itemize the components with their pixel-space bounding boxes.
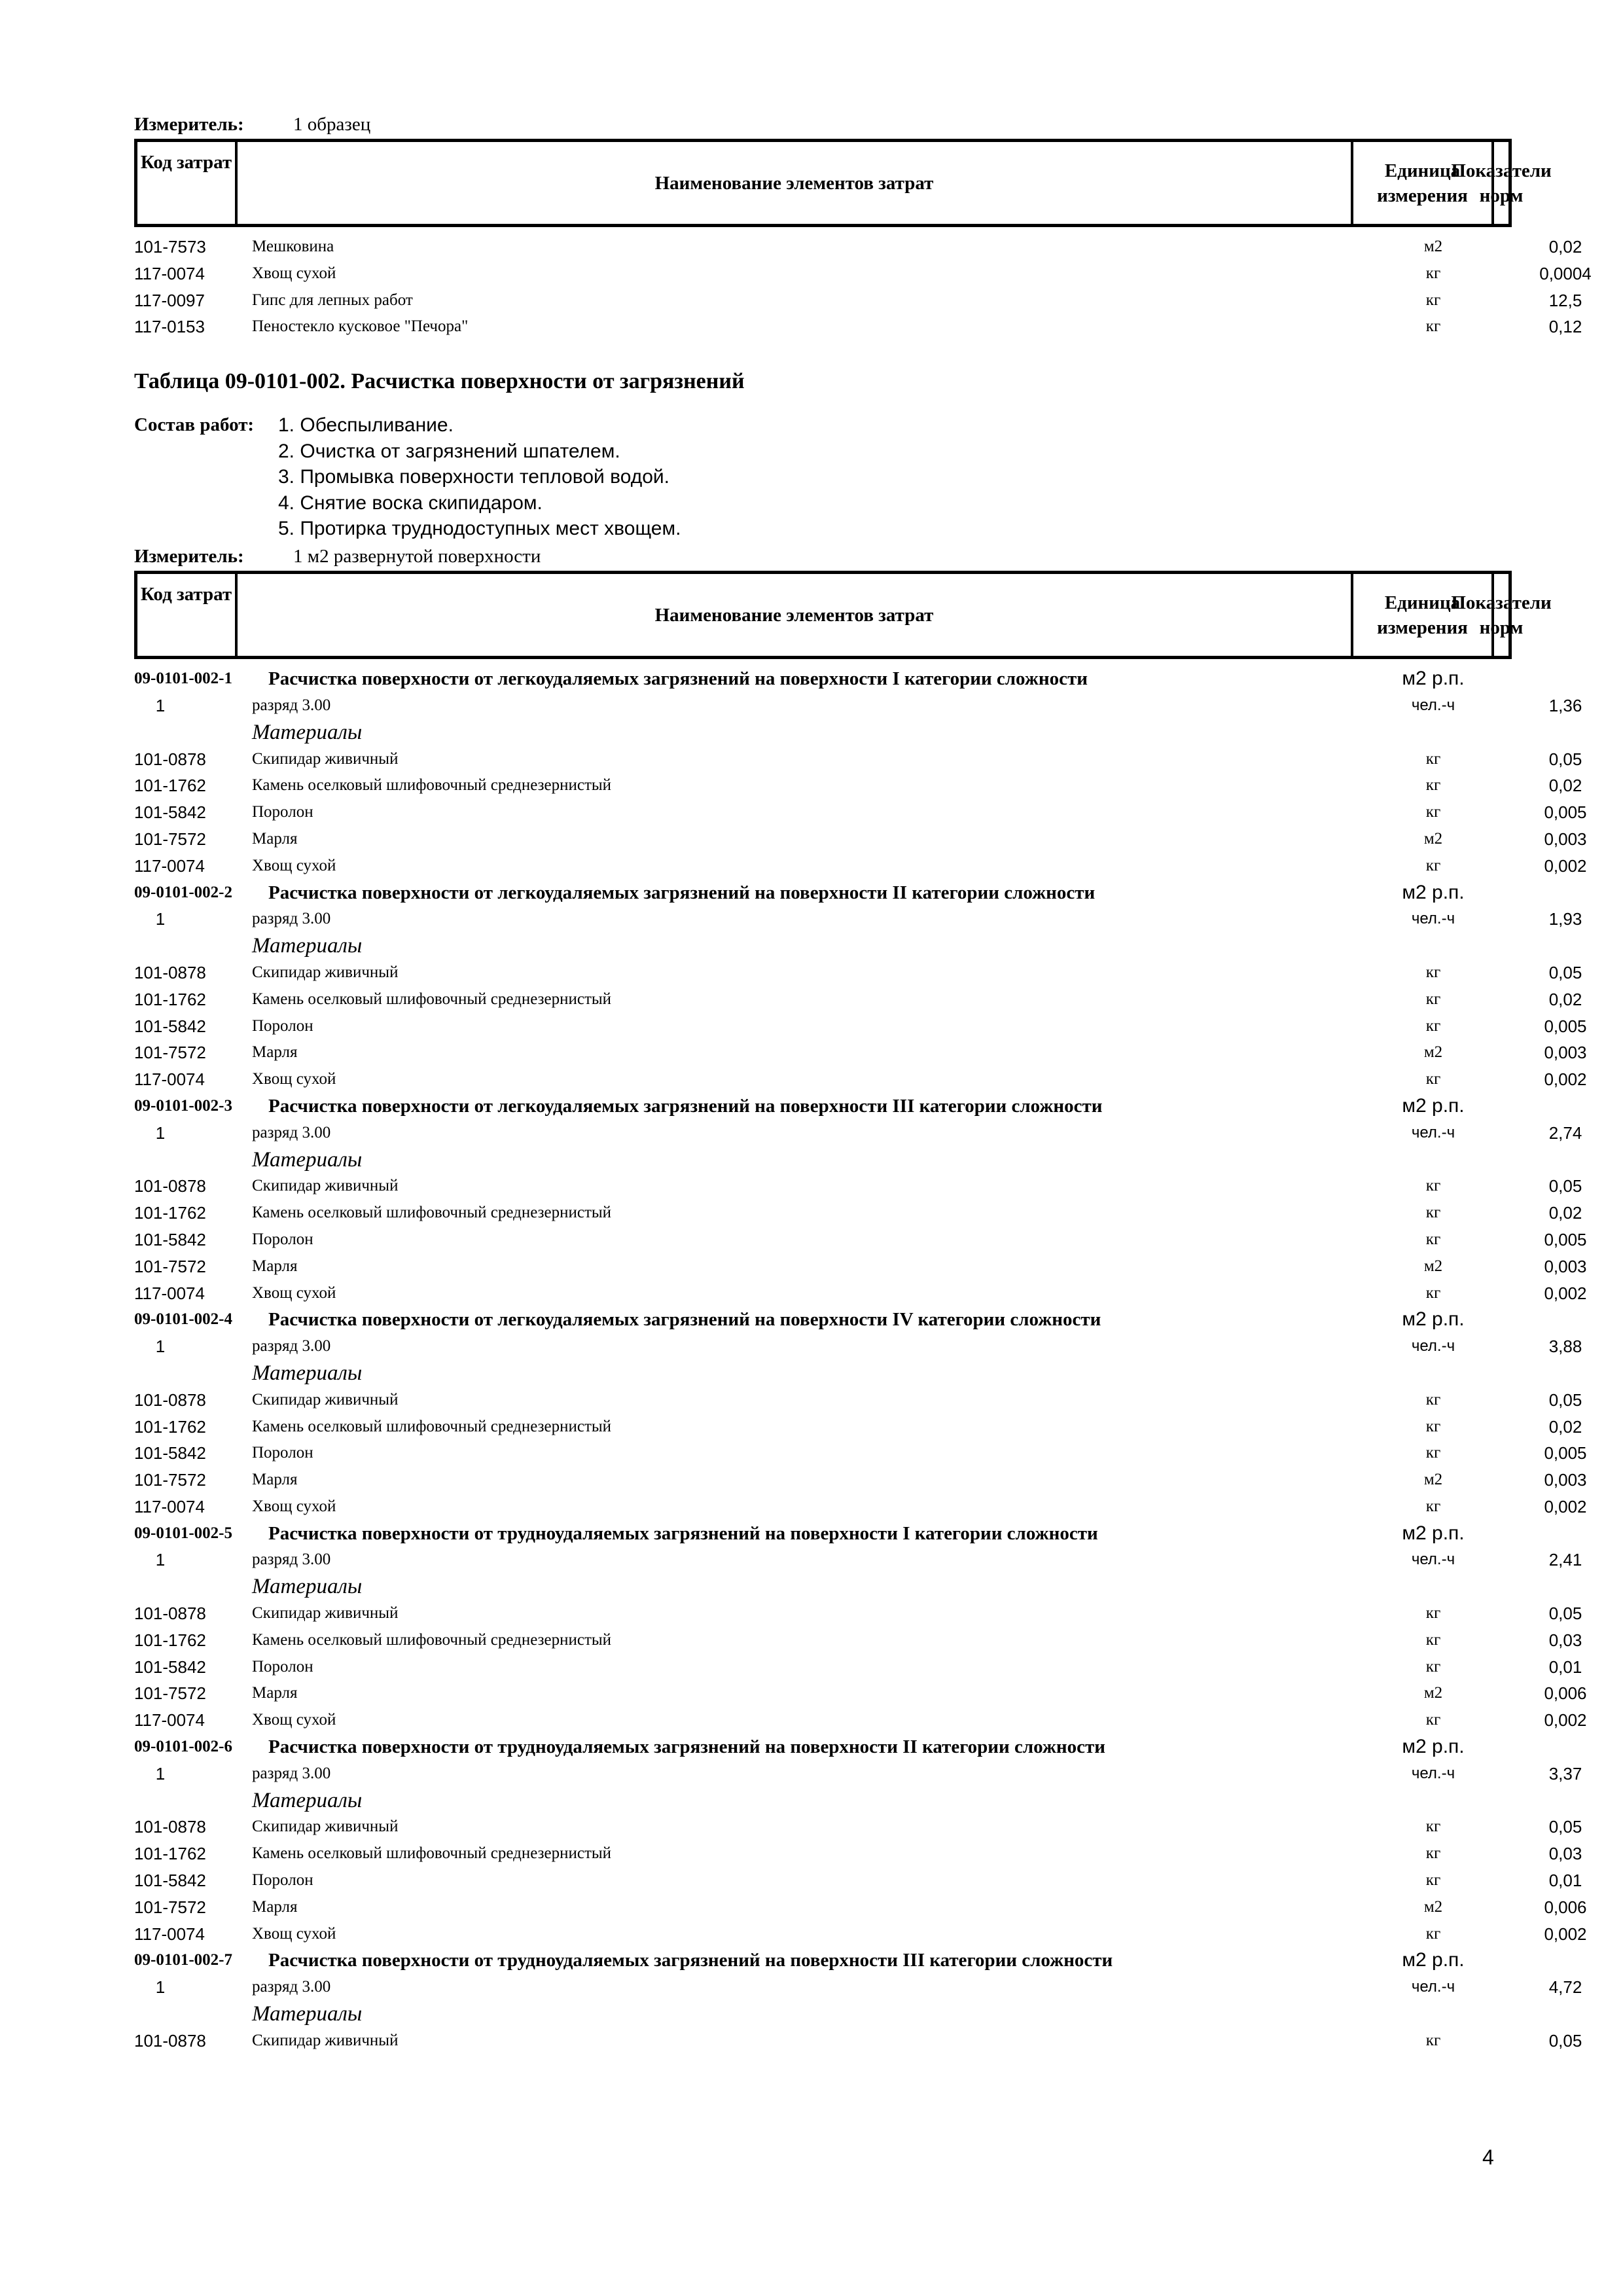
cell-value: 0,003 (1544, 1470, 1587, 1490)
cell-value: 0,005 (1544, 1016, 1587, 1036)
table-row (134, 1200, 1582, 1227)
cell-value: 0,05 (1548, 749, 1582, 769)
table-row (134, 746, 1582, 773)
cell-value: 0,03 (1548, 1630, 1582, 1650)
cell-unit: кг (1425, 1497, 1441, 1515)
cell-code: 101-7572 (134, 829, 206, 849)
cell-name: Поролон (252, 1016, 313, 1035)
cell-value: 1,36 (1548, 695, 1582, 715)
cell-code: 117-0097 (134, 290, 205, 310)
cell-unit: кг (1425, 1283, 1441, 1302)
materials-heading (134, 2001, 1512, 2028)
cell-code: 101-5842 (134, 1871, 206, 1891)
cell-value: 3,37 (1548, 1763, 1582, 1784)
table-row (134, 1627, 1582, 1654)
cell-value: 0,003 (1544, 829, 1587, 849)
cell-unit: чел.-ч (1411, 1123, 1455, 1141)
table-row (134, 1387, 1582, 1414)
cell-name: Хвощ сухой (252, 264, 336, 282)
cell-name: Камень оселковый шлифовочный среднезернистый (252, 990, 612, 1008)
cell-name: Скипидар живичный (252, 963, 399, 981)
cell-unit: м2 р.п. (1402, 1094, 1465, 1117)
sostav-label: Состав работ: (134, 414, 255, 436)
table-row (134, 1600, 1582, 1627)
item-row (134, 1734, 1512, 1761)
table-header (134, 139, 1552, 227)
page-number: 4 (1482, 2145, 1494, 2169)
header-value-2: Показатели норм (1451, 592, 1552, 638)
work-composition (134, 412, 1512, 543)
cell-code: 117-0074 (134, 1283, 205, 1303)
cell-name: Материалы (252, 1361, 363, 1385)
cell-name: Камень оселковый шлифовочный среднезернистый (252, 1204, 612, 1222)
cell-code: 1 (155, 1122, 166, 1143)
cell-name: Поролон (252, 803, 313, 821)
cell-code: 101-1762 (134, 1203, 206, 1223)
item-row (134, 1520, 1512, 1547)
cell-name: Расчистка поверхности от трудноудаляемых загрязнений на поверхности III категории сложности (268, 1950, 1113, 1971)
header-code: Код затрат (137, 142, 238, 224)
cell-name: Материалы (252, 934, 363, 958)
table-row (134, 314, 1582, 340)
cell-name: Расчистка поверхности от легкоудаляемых загрязнений на поверхности II категории сложности (268, 882, 1096, 903)
cell-value: 0,006 (1544, 1897, 1587, 1917)
cell-code: 09-0101-002-5 (134, 1524, 232, 1542)
labor-row (134, 1120, 1582, 1147)
cell-unit: м2 (1423, 829, 1443, 848)
cell-value: 0,02 (1548, 1203, 1582, 1223)
table-row (134, 1467, 1587, 1494)
cell-name: Материалы (252, 1788, 363, 1812)
cell-unit: м2 р.п. (1402, 1308, 1465, 1331)
cell-name: Скипидар живичный (252, 1390, 399, 1408)
cell-unit: чел.-ч (1411, 910, 1455, 928)
table-row (134, 1440, 1587, 1467)
cell-unit: кг (1425, 1630, 1441, 1649)
cell-unit: кг (1425, 1818, 1441, 1836)
cell-name: Скипидар живичный (252, 749, 399, 768)
cell-name: Гипс для лепных работ (252, 291, 413, 309)
cell-name: Материалы (252, 2002, 363, 2026)
cell-name: Расчистка поверхности от трудноудаляемых загрязнений на поверхности II категории сложности (268, 1736, 1105, 1758)
table-row (134, 1494, 1587, 1520)
cell-unit: кг (1425, 990, 1441, 1008)
cell-code: 101-7572 (134, 1256, 206, 1276)
cell-code: 101-5842 (134, 1443, 206, 1463)
cell-unit: м2 (1423, 1684, 1443, 1702)
cell-value: 0,05 (1548, 1390, 1582, 1410)
cell-name: Пеностекло кусковое "Печора" (252, 317, 469, 336)
cell-value: 0,005 (1544, 1229, 1587, 1249)
table-row (134, 799, 1587, 826)
cell-name: разряд 3.00 (252, 910, 331, 928)
work-item: 3. Промывка поверхности тепловой водой. (278, 466, 670, 488)
cell-code: 1 (155, 1763, 166, 1784)
meter-line-2 (134, 543, 1512, 569)
item-row (134, 1093, 1512, 1120)
table-row (134, 2028, 1582, 2054)
cell-name: Поролон (252, 1871, 313, 1890)
header-name-2: Наименование элементов затрат (238, 574, 1353, 656)
cell-code: 101-5842 (134, 802, 206, 823)
cell-unit: кг (1425, 1711, 1441, 1729)
cell-unit: кг (1425, 1871, 1441, 1890)
labor-row (134, 692, 1582, 719)
labor-row (134, 1761, 1582, 1787)
header-unit-2: Единица измерения (1353, 574, 1494, 656)
table-row (134, 287, 1582, 314)
labor-row (134, 1547, 1582, 1573)
cell-value: 0,12 (1548, 317, 1582, 337)
table-row (134, 1414, 1582, 1441)
table-row (134, 1227, 1587, 1253)
cell-code: 101-1762 (134, 1416, 206, 1437)
table-header-2 (134, 571, 1552, 659)
cell-value: 0,05 (1548, 1604, 1582, 1624)
table-row (134, 1013, 1587, 1040)
table-row (134, 1894, 1587, 1921)
materials-heading (134, 1787, 1512, 1814)
cell-code: 101-1762 (134, 776, 206, 796)
cell-value: 0,0004 (1539, 263, 1592, 283)
work-item: 2. Очистка от загрязнений шпателем. (278, 440, 620, 462)
cell-unit: м2 р.п. (1402, 668, 1465, 690)
cell-code: 09-0101-002-7 (134, 1951, 232, 1969)
cell-value: 0,05 (1548, 1176, 1582, 1196)
cell-unit: кг (1425, 803, 1441, 821)
cell-code: 1 (155, 695, 166, 715)
cell-unit: кг (1425, 856, 1441, 874)
cell-unit: м2 (1423, 1471, 1443, 1489)
cell-value: 4,72 (1548, 1977, 1582, 1998)
cell-unit: кг (1425, 1204, 1441, 1222)
meter-line (134, 111, 1512, 137)
table-row (134, 1921, 1587, 1948)
cell-code: 117-0074 (134, 1496, 205, 1516)
header-unit: Единица измерения (1353, 142, 1494, 224)
cell-value: 0,02 (1548, 776, 1582, 796)
cell-unit: кг (1425, 264, 1441, 282)
cell-unit: чел.-ч (1411, 1337, 1455, 1355)
cell-unit: кг (1425, 749, 1441, 768)
cell-value: 0,005 (1544, 802, 1587, 823)
item-row (134, 1306, 1512, 1333)
cell-unit: кг (1425, 1924, 1441, 1943)
cell-unit: м2 р.п. (1402, 1736, 1465, 1758)
header-code-2: Код затрат (137, 574, 238, 656)
cell-value: 12,5 (1548, 290, 1582, 310)
meter-value-2: 1 м2 развернутой поверхности (293, 546, 541, 567)
cell-name: разряд 3.00 (252, 1337, 331, 1355)
labor-row (134, 906, 1582, 933)
table-row (134, 1039, 1587, 1066)
cell-unit: кг (1425, 291, 1441, 309)
cell-name: разряд 3.00 (252, 1123, 331, 1141)
cell-name: Марля (252, 1897, 298, 1916)
cell-name: Скипидар живичный (252, 1818, 399, 1836)
cell-code: 09-0101-002-2 (134, 883, 232, 901)
cell-unit: кг (1425, 317, 1441, 336)
table-row (134, 772, 1582, 799)
cell-unit: м2 р.п. (1402, 1949, 1465, 1971)
cell-name: Марля (252, 1043, 298, 1062)
cell-value: 0,002 (1544, 855, 1587, 876)
cell-code: 101-5842 (134, 1229, 206, 1249)
cell-name: Поролон (252, 1657, 313, 1676)
cell-name: Скипидар живичный (252, 2031, 399, 2049)
cell-unit: кг (1425, 2031, 1441, 2049)
cell-unit: кг (1425, 963, 1441, 981)
cell-unit: чел.-ч (1411, 696, 1455, 714)
table-row (134, 1814, 1582, 1840)
cell-name: Хвощ сухой (252, 1711, 336, 1729)
cell-code: 101-7573 (134, 237, 206, 257)
cell-name: разряд 3.00 (252, 696, 331, 714)
cell-code: 1 (155, 1336, 166, 1357)
cell-value: 0,05 (1548, 962, 1582, 982)
cell-value: 0,02 (1548, 1416, 1582, 1437)
cell-code: 101-7572 (134, 1683, 206, 1704)
table-row (134, 853, 1587, 880)
cell-name: Камень оселковый шлифовочный среднезернистый (252, 1630, 612, 1649)
materials-heading (134, 1360, 1512, 1387)
cell-code: 101-0878 (134, 749, 206, 769)
cell-name: Хвощ сухой (252, 1070, 336, 1088)
materials-heading (134, 719, 1512, 746)
main-rows (134, 666, 1587, 2054)
cell-unit: м2 р.п. (1402, 881, 1465, 903)
cell-name: Поролон (252, 1444, 313, 1462)
top-rows (134, 234, 1592, 340)
cell-value: 0,03 (1548, 1844, 1582, 1864)
cell-unit: кг (1425, 1444, 1441, 1462)
cell-value: 0,02 (1548, 989, 1582, 1009)
cell-name: Камень оселковый шлифовочный среднезернистый (252, 1844, 612, 1863)
table-row (134, 1840, 1582, 1867)
table-title: Таблица 09-0101-002. Расчистка поверхности от загрязнений (134, 369, 745, 394)
cell-code: 101-0878 (134, 1176, 206, 1196)
cell-unit: кг (1425, 776, 1441, 795)
cell-value: 0,02 (1548, 237, 1582, 257)
cell-code: 117-0074 (134, 855, 205, 876)
cell-code: 101-7572 (134, 1897, 206, 1917)
item-row (134, 1947, 1512, 1974)
cell-name: Скипидар живичный (252, 1604, 399, 1623)
cell-unit: чел.-ч (1411, 1551, 1455, 1569)
cell-unit: м2 (1423, 1043, 1443, 1062)
work-item: 1. Обеспыливание. (278, 414, 454, 437)
cell-unit: кг (1425, 1016, 1441, 1035)
cell-unit: м2 (1423, 238, 1443, 255)
cell-code: 101-5842 (134, 1657, 206, 1677)
table-row (134, 1654, 1582, 1681)
item-row (134, 666, 1512, 692)
cell-value: 0,05 (1548, 2030, 1582, 2051)
header-value: Показатели норм (1451, 160, 1552, 206)
cell-name: Камень оселковый шлифовочный среднезернистый (252, 776, 612, 795)
cell-name: Мешковина (252, 238, 334, 255)
cell-unit: чел.-ч (1411, 1764, 1455, 1782)
cell-name: Расчистка поверхности от легкоудаляемых загрязнений на поверхности IV категории сложности (268, 1309, 1101, 1331)
cell-unit: кг (1425, 1177, 1441, 1195)
table-row (134, 1280, 1587, 1307)
cell-value: 3,88 (1548, 1336, 1582, 1357)
meter-value: 1 образец (293, 114, 371, 135)
cell-code: 09-0101-002-3 (134, 1096, 232, 1115)
table-row (134, 1173, 1582, 1200)
cell-unit: кг (1425, 1230, 1441, 1248)
cell-code: 101-7572 (134, 1043, 206, 1063)
cell-name: разряд 3.00 (252, 1764, 331, 1782)
cell-name: Расчистка поверхности от легкоудаляемых загрязнений на поверхности III категории сложности (268, 1095, 1103, 1117)
table-row (134, 1707, 1587, 1734)
table-row (134, 260, 1592, 287)
table-row (134, 986, 1582, 1013)
cell-name: Марля (252, 829, 298, 848)
cell-code: 101-7572 (134, 1470, 206, 1490)
cell-code: 101-0878 (134, 1604, 206, 1624)
cell-name: Скипидар живичный (252, 1177, 399, 1195)
cell-code: 117-0074 (134, 1069, 205, 1090)
table-row (134, 1066, 1587, 1093)
cell-value: 0,002 (1544, 1069, 1587, 1090)
cell-code: 101-0878 (134, 1390, 206, 1410)
cell-name: Марля (252, 1257, 298, 1275)
cell-unit: чел.-ч (1411, 1978, 1455, 1996)
table-row (134, 234, 1582, 260)
cell-name: Материалы (252, 1147, 363, 1172)
cell-value: 0,003 (1544, 1043, 1587, 1063)
cell-name: разряд 3.00 (252, 1551, 331, 1569)
cell-name: Камень оселковый шлифовочный среднезернистый (252, 1417, 612, 1435)
cell-value: 0,01 (1548, 1657, 1582, 1677)
cell-value: 2,74 (1548, 1122, 1582, 1143)
table-row (134, 1867, 1582, 1894)
cell-unit: кг (1425, 1390, 1441, 1408)
cell-code: 117-0153 (134, 317, 205, 337)
cell-value: 0,002 (1544, 1710, 1587, 1731)
cell-code: 101-0878 (134, 962, 206, 982)
cell-name: Материалы (252, 1575, 363, 1599)
cell-value: 0,01 (1548, 1871, 1582, 1891)
cell-code: 101-0878 (134, 2030, 206, 2051)
cell-unit: м2 р.п. (1402, 1522, 1465, 1544)
cell-value: 0,002 (1544, 1496, 1587, 1516)
table-row (134, 1680, 1587, 1707)
cell-code: 117-0074 (134, 1710, 205, 1731)
table-row (134, 1253, 1587, 1280)
materials-heading (134, 933, 1512, 960)
meter-label: Измеритель: (134, 114, 244, 135)
cell-name: Материалы (252, 720, 363, 744)
cell-value: 0,002 (1544, 1283, 1587, 1303)
cell-value: 0,05 (1548, 1817, 1582, 1837)
table-row (134, 826, 1587, 853)
cell-code: 09-0101-002-4 (134, 1310, 232, 1329)
cell-name: Хвощ сухой (252, 1283, 336, 1302)
cell-unit: кг (1425, 1070, 1441, 1088)
cell-name: разряд 3.00 (252, 1978, 331, 1996)
cell-code: 101-1762 (134, 989, 206, 1009)
cell-unit: м2 (1423, 1897, 1443, 1916)
cell-code: 101-1762 (134, 1844, 206, 1864)
cell-value: 0,002 (1544, 1924, 1587, 1944)
header-name: Наименование элементов затрат (238, 142, 1353, 224)
meter-label-2: Измеритель: (134, 546, 244, 567)
cell-value: 2,41 (1548, 1550, 1582, 1570)
labor-row (134, 1974, 1582, 2001)
materials-heading (134, 1147, 1512, 1174)
materials-heading (134, 1573, 1512, 1600)
cell-name: Хвощ сухой (252, 856, 336, 874)
cell-value: 1,93 (1548, 909, 1582, 929)
cell-code: 117-0074 (134, 1924, 205, 1944)
work-item: 4. Снятие воска скипидаром. (278, 492, 543, 514)
cell-name: Хвощ сухой (252, 1497, 336, 1515)
cell-code: 101-5842 (134, 1016, 206, 1036)
cell-code: 117-0074 (134, 263, 205, 283)
cell-value: 0,003 (1544, 1256, 1587, 1276)
item-row (134, 880, 1512, 906)
cell-code: 09-0101-002-6 (134, 1738, 232, 1756)
cell-code: 101-1762 (134, 1630, 206, 1650)
cell-code: 09-0101-002-1 (134, 670, 232, 688)
cell-name: Расчистка поверхности от легкоудаляемых загрязнений на поверхности I категории сложности (268, 668, 1088, 690)
cell-name: Марля (252, 1684, 298, 1702)
cell-unit: кг (1425, 1657, 1441, 1676)
cell-code: 101-0878 (134, 1817, 206, 1837)
cell-unit: м2 (1423, 1257, 1443, 1275)
document-page (134, 111, 1592, 2054)
cell-unit: кг (1425, 1844, 1441, 1863)
cell-name: Поролон (252, 1230, 313, 1248)
cell-value: 0,005 (1544, 1443, 1587, 1463)
table-row (134, 960, 1582, 986)
cell-code: 1 (155, 1550, 166, 1570)
cell-value: 0,006 (1544, 1683, 1587, 1704)
cell-name: Расчистка поверхности от трудноудаляемых загрязнений на поверхности I категории сложности (268, 1522, 1098, 1544)
cell-code: 1 (155, 1977, 166, 1998)
cell-unit: кг (1425, 1417, 1441, 1435)
work-list (278, 412, 681, 542)
cell-name: Марля (252, 1471, 298, 1489)
cell-code: 1 (155, 909, 166, 929)
work-item: 5. Протирка труднодоступных мест хвощем. (278, 518, 681, 540)
cell-unit: кг (1425, 1604, 1441, 1623)
labor-row (134, 1333, 1582, 1360)
cell-name: Хвощ сухой (252, 1924, 336, 1943)
